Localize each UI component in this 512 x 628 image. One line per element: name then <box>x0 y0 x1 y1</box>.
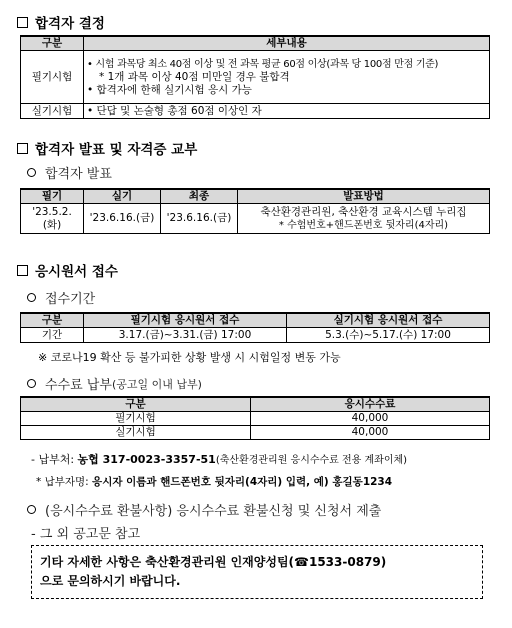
date-final: '23.6.16.(금) <box>161 204 238 234</box>
date-written: '23.5.2.(화) <box>21 204 84 234</box>
col-header-category: 구분 <box>21 36 84 51</box>
row-label-written: 필기시험 <box>21 51 84 104</box>
col-header-category: 구분 <box>21 313 84 328</box>
contact-line: 기타 자세한 사항은 축산환경관리원 인재양성팀(☎1533-0879) <box>40 555 387 569</box>
payer-name-format: 응시자 이름과 핸드폰번호 뒷자리(4자리) 입력, 예) 홍길동1234 <box>92 476 393 488</box>
col-header-practical: 실기 <box>84 189 161 204</box>
subsection-fee-payment: 수수료 납부 (공고일 이내 납부) <box>27 374 202 393</box>
announcement-method: 축산환경관리원, 축산환경 교육시스템 누리집 <box>260 205 467 218</box>
col-header-written: 필기 <box>21 189 84 204</box>
checkbox-square-icon <box>17 143 28 154</box>
section-title-pass-criteria: 합격자 결정 <box>17 12 105 32</box>
circle-bullet-icon <box>27 293 36 302</box>
period-practical: 5.3.(수)~5.17.(수) 17:00 <box>287 328 490 343</box>
criteria-note: * 1개 과목 이상 40점 미만일 경우 불합격 <box>99 70 290 83</box>
row-label-practical: 실기시험 <box>21 104 84 119</box>
table-row <box>21 426 490 440</box>
schedule-change-note: ※ 코로나19 확산 등 불가피한 상황 발생 시 시험일정 변동 가능 <box>38 351 341 364</box>
col-header-category: 구분 <box>21 397 251 412</box>
contact-line: 으로 문의하시기 바랍니다. <box>40 574 181 588</box>
col-header-practical-application: 실기시험 응시원서 접수 <box>287 313 490 328</box>
circle-bullet-icon <box>27 379 36 388</box>
col-header-final: 최종 <box>161 189 238 204</box>
criteria-line: • 합격자에 한해 실기시험 응시 가능 <box>87 83 252 96</box>
date-practical: '23.6.16.(금) <box>84 204 161 234</box>
circle-bullet-icon <box>27 505 36 514</box>
row-label-period: 기간 <box>21 328 84 343</box>
pass-criteria-table <box>20 35 490 119</box>
table-row <box>21 412 490 426</box>
fee-category: 실기시험 <box>21 426 251 440</box>
other-reference-line: - 그 외 공고문 참고 <box>31 527 141 542</box>
payment-account-line: - 납부처: 농협 317-0023-3357-51(축산환경관리원 응시수수료 전용 계좌이체) <box>31 453 408 466</box>
criteria-line: • 시험 과목당 최소 40점 이상 및 전 과목 평균 60점 이상(과목 당 100점 만점 기준) <box>87 58 439 70</box>
col-header-fee: 응시수수료 <box>251 397 490 412</box>
payer-name-line: * 납부자명: 응시자 이름과 핸드폰번호 뒷자리(4자리) 입력, 예) 홍길동1234 <box>36 476 393 488</box>
fee-table <box>20 396 490 440</box>
application-period-table <box>20 312 490 343</box>
contact-notice-box <box>31 545 483 599</box>
col-header-written-application: 필기시험 응시원서 접수 <box>84 313 287 328</box>
fee-amount: 40,000 <box>251 412 490 426</box>
col-header-details: 세부내용 <box>84 36 490 51</box>
subsection-application-period: 접수기간 <box>27 288 95 307</box>
fee-category: 필기시험 <box>21 412 251 426</box>
announcement-method-note: * 수험번호+핸드폰번호 뒷자리(4자리) <box>278 219 449 231</box>
refund-line: (응시수수료 환불사항) 응시수수료 환불신청 및 신청서 제출 <box>27 500 381 519</box>
circle-bullet-icon <box>27 168 36 177</box>
period-written: 3.17.(금)~3.31.(금) 17:00 <box>84 328 287 343</box>
section-title-announcement: 합격자 발표 및 자격증 교부 <box>17 138 197 158</box>
announcement-table <box>20 188 490 234</box>
col-header-method: 발표방법 <box>238 189 490 204</box>
subsection-announcement: 합격자 발표 <box>27 163 112 182</box>
checkbox-square-icon <box>17 265 28 276</box>
payment-account: 농협 317-0023-3357-51 <box>77 453 216 466</box>
checkbox-square-icon <box>17 17 28 28</box>
fee-amount: 40,000 <box>251 426 490 440</box>
section-title-application: 응시원서 접수 <box>17 260 118 280</box>
criteria-line: • 단답 및 논술형 총점 60점 이상인 자 <box>84 104 490 119</box>
